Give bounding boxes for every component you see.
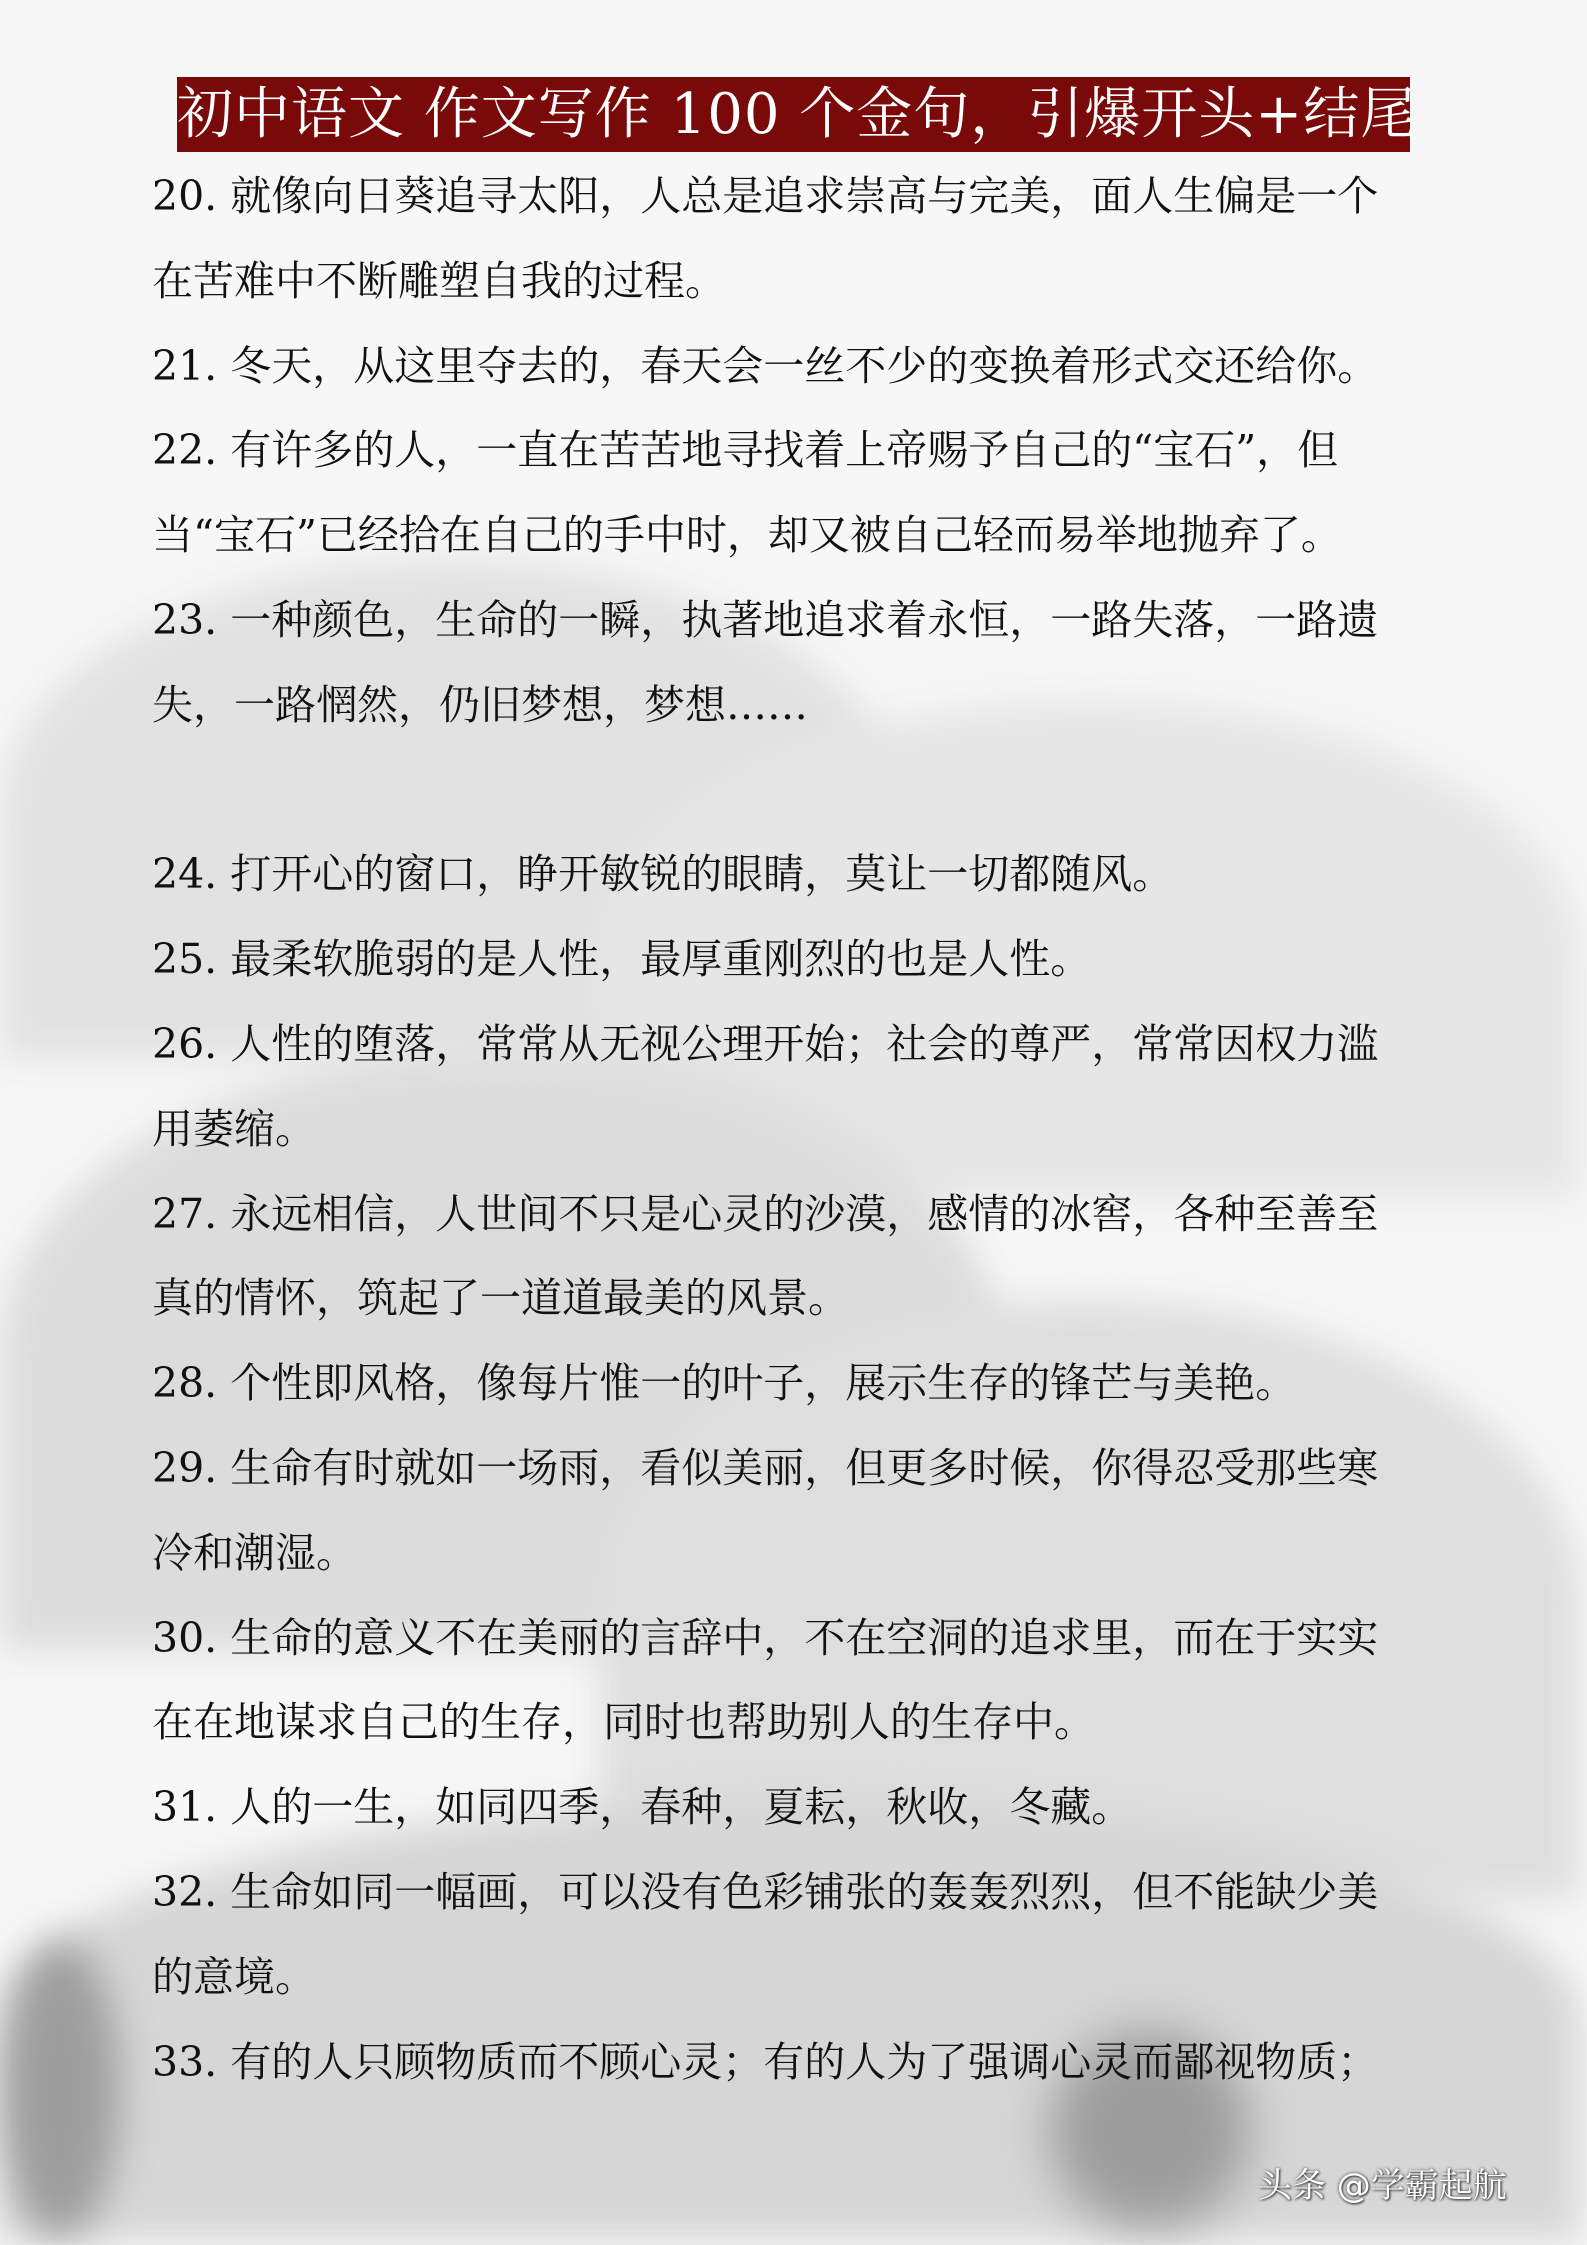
quote-line: 32. 生命如同一幅画，可以没有色彩铺张的轰轰烈烈，但不能缺少美	[152, 1867, 1379, 1916]
quote-line: 失，一路惘然，仍旧梦想，梦想……	[152, 680, 808, 729]
quote-line: 31. 人的一生，如同四季，春种，夏耘，秋收，冬藏。	[152, 1783, 1133, 1832]
quote-item	[152, 1765, 1452, 1850]
quote-item	[152, 1850, 1452, 2020]
quote-line: 23. 一种颜色，生命的一瞬，执著地追求着永恒，一路失落，一路遗	[152, 595, 1379, 644]
blank-line	[152, 748, 1452, 833]
quote-item	[152, 154, 1452, 324]
quote-item	[152, 578, 1452, 748]
quote-item	[152, 1172, 1452, 1342]
quote-line: 26. 人性的堕落，常常从无视公理开始；社会的尊严，常常因权力滥	[152, 1019, 1379, 1068]
quote-list	[152, 154, 1452, 2104]
quote-item	[152, 917, 1452, 1002]
quote-line: 27. 永远相信，人世间不只是心灵的沙漠，感情的冰窖，各种至善至	[152, 1189, 1379, 1238]
quote-item	[152, 1341, 1452, 1426]
quote-item	[152, 1002, 1452, 1172]
quote-line: 33. 有的人只顾物质而不顾心灵；有的人为了强调心灵而鄙视物质；	[152, 2037, 1379, 2086]
quote-line: 的意境。	[152, 1952, 316, 2001]
quote-line: 冷和潮湿。	[152, 1528, 357, 1577]
page-title: 初中语文 作文写作 100 个金句，引爆开头+结尾	[177, 77, 1410, 152]
quote-item	[152, 408, 1452, 578]
quote-line: 真的情怀，筑起了一道道最美的风景。	[152, 1274, 849, 1323]
quote-line: 24. 打开心的窗口，睁开敏锐的眼睛，莫让一切都随风。	[152, 850, 1174, 899]
quote-line: 用萎缩。	[152, 1104, 316, 1153]
quote-line: 在苦难中不断雕塑自我的过程。	[152, 256, 726, 305]
quote-line: 21. 冬天，从这里夺去的，春天会一丝不少的变换着形式交还给你。	[152, 341, 1379, 390]
quote-line: 22. 有许多的人，一直在苦苦地寻找着上帝赐予自己的“宝石”，但	[152, 426, 1339, 475]
quote-item	[152, 324, 1452, 409]
quote-line: 25. 最柔软脆弱的是人性，最厚重刚烈的也是人性。	[152, 935, 1092, 984]
quote-item	[152, 1596, 1452, 1766]
quote-item	[152, 832, 1452, 917]
watermark: 头条 @学霸起航	[1258, 2166, 1507, 2206]
quote-line: 29. 生命有时就如一场雨，看似美丽，但更多时候，你得忍受那些寒	[152, 1443, 1379, 1492]
quote-line: 28. 个性即风格，像每片惟一的叶子，展示生存的锋芒与美艳。	[152, 1359, 1297, 1408]
quote-line: 当“宝石”已经拾在自己的手中时，却又被自己轻而易举地抛弃了。	[152, 511, 1342, 560]
quote-line: 30. 生命的意义不在美丽的言辞中，不在空洞的追求里，而在于实实	[152, 1613, 1379, 1662]
ink-branch-shape	[0, 1940, 120, 2240]
quote-item	[152, 1426, 1452, 1596]
quote-line: 20. 就像向日葵追寻太阳，人总是追求崇高与完美，面人生偏是一个	[152, 172, 1379, 220]
quote-line: 在在地谋求自己的生存，同时也帮助别人的生存中。	[152, 1698, 1095, 1747]
quote-item	[152, 2020, 1452, 2105]
